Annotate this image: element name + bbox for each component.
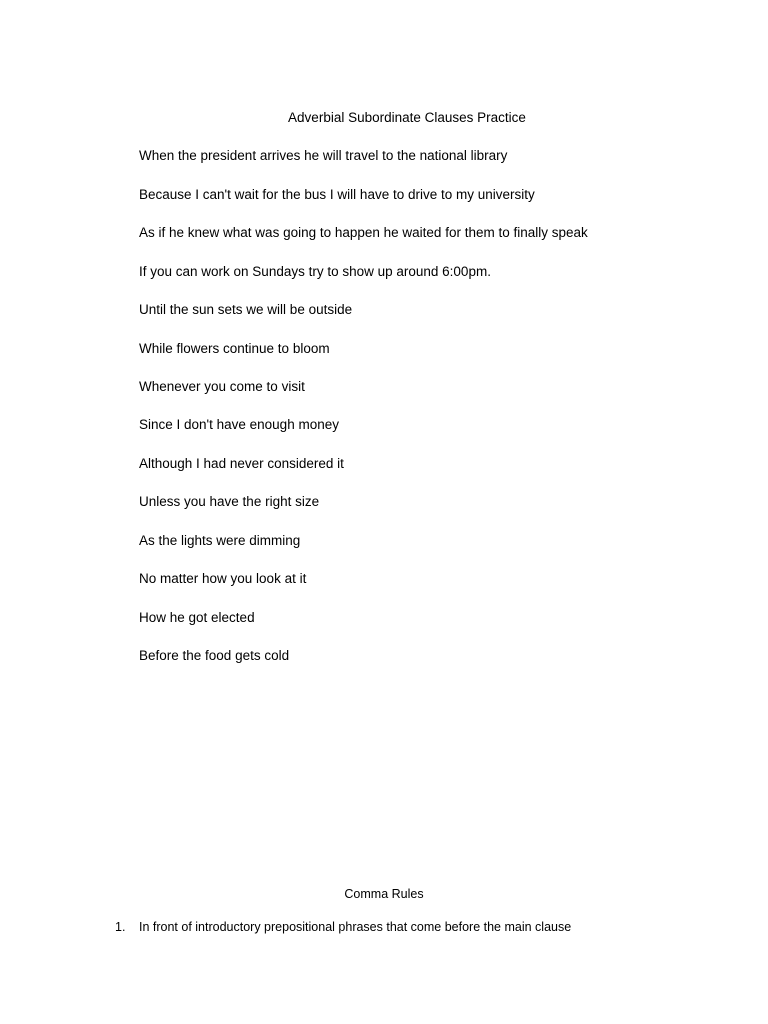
practice-sentence: No matter how you look at it — [139, 571, 307, 586]
rule-text: In front of introductory prepositional phrases that come before the main clause — [139, 920, 572, 934]
practice-sentence: How he got elected — [139, 610, 255, 625]
practice-sentence: If you can work on Sundays try to show up around 6:00pm. — [139, 264, 491, 279]
practice-sentence: Since I don't have enough money — [139, 417, 339, 432]
practice-sentence: Whenever you come to visit — [139, 379, 305, 394]
comma-rules-heading: Comma Rules — [344, 887, 424, 901]
page-title: Adverbial Subordinate Clauses Practice — [288, 110, 526, 125]
practice-sentence: Unless you have the right size — [139, 494, 320, 509]
practice-sentence: As the lights were dimming — [139, 533, 301, 548]
practice-sentence: When the president arrives he will travel to the national library — [139, 148, 508, 163]
practice-sentence: Although I had never considered it — [139, 456, 344, 471]
comma-rule-item — [115, 919, 571, 936]
practice-sentence: As if he knew what was going to happen he waited for them to finally speak — [139, 225, 588, 240]
practice-sentence: Until the sun sets we will be outside — [139, 302, 353, 317]
practice-sentence: Before the food gets cold — [139, 648, 290, 663]
practice-sentence: While flowers continue to bloom — [139, 341, 330, 356]
rule-number: 1. — [115, 920, 126, 934]
practice-sentence: Because I can't wait for the bus I will have to drive to my university — [139, 187, 535, 202]
